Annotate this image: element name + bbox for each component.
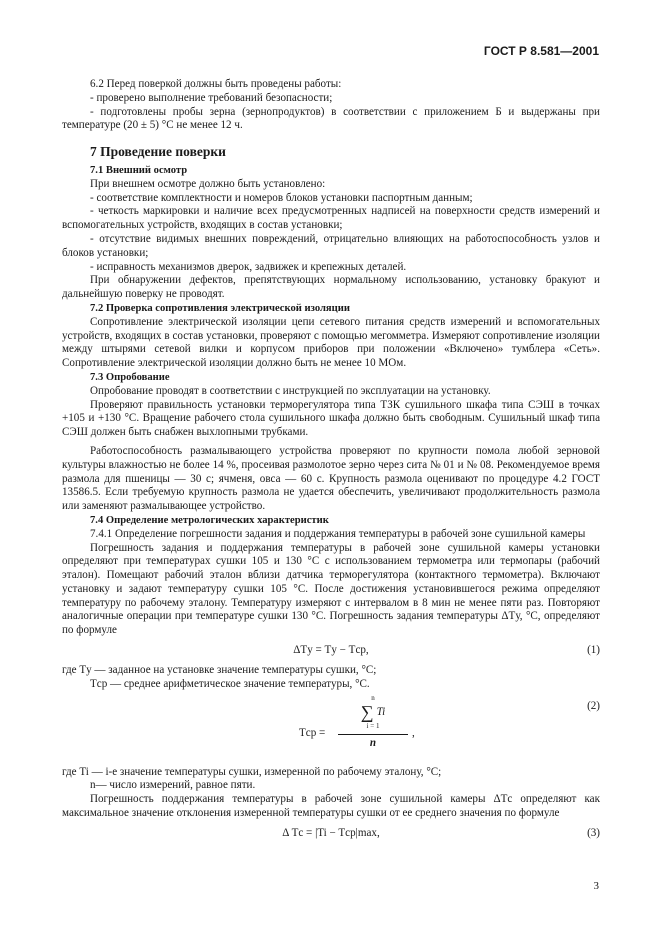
formula-lhs: Tср = bbox=[299, 726, 326, 739]
paragraph: Работоспособность размалывающего устройства проверяют по крупности помола любой зерновой культуры влажностью не более 14 %, просеивая размолотое зерно через сита № 01 и № 08. Рекомендуемое время размола для пшеницы — 30 с; ячменя, овса — 60 с. Крупность размола оценивают по процедуре 4.2 ГОСТ 13586.5. Если требуемую крупность размола не удается обеспечить, увеличивают продолжительность размола или заменяют размалывающее устройство. bbox=[62, 444, 600, 513]
sum-sign-icon: ∑ bbox=[360, 701, 374, 722]
formula-legend: где Ti — i-е значение температуры сушки, измеренной по рабочему эталону, °С; bbox=[62, 765, 442, 778]
fraction-denominator: n bbox=[369, 737, 377, 750]
sum-upper-limit: n bbox=[371, 693, 375, 702]
paragraph: При обнаружении дефектов, препятствующих нормальному использованию, установку бракуют и дальнейшую поверку не проводят. bbox=[62, 274, 600, 301]
subsection-heading: 7.3 Опробование bbox=[90, 371, 170, 383]
formula-legend: Tср — среднее арифметическое значение температуры, °С. bbox=[90, 677, 370, 690]
formula-legend: n— число измерений, равное пяти. bbox=[90, 779, 256, 792]
paragraph-6-2: 6.2 Перед поверкой должны быть проведены работы: bbox=[90, 78, 342, 90]
paragraph: Сопротивление электрической изоляции цепи сетевого питания средств измерений и вспомогательных устройств, входящих в состав установки, проверяют с помощью мегомметра. Измеряют сопротивление изоляции между штырями сетевой вилки и корпусом приборов при положении «Включено» тумблера «Сеть». Сопротивление электрической изоляции должно быть не менее 10 МОм. bbox=[62, 315, 600, 370]
sum-term: Ti bbox=[376, 705, 386, 718]
page-number: 3 bbox=[593, 880, 599, 892]
list-item: - отсутствие видимых внешних повреждений, отрицательно влияющих на работоспособность узлов и блоков установки; bbox=[62, 232, 600, 259]
formula-2 bbox=[62, 694, 600, 764]
paragraph: 7.4.1 Определение погрешности задания и поддержания температуры в рабочей зоне сушильной камеры bbox=[90, 527, 586, 540]
formula-number: (3) bbox=[587, 826, 600, 839]
paragraph: Погрешность задания и поддержания температуры в рабочей зоне сушильной камеры установки определяют при температурах сушки 105 и 130 °С с использованием термометра или термопары (рабочий эталон). Помещают рабочий эталон вблизи датчика терморегулятора (контактного термометра). Включают установку и задают температуру сушки 105 °С. После достижения установившегося режима определяют температуру по рабочему эталону. Температуру измеряют с интервалом в 8 мин не менее пяти раз. Повторяют аналогичные операции при температуре сушки 130 °С. Погрешность задания температуры ΔTу, °С, определяют по формуле bbox=[62, 541, 600, 637]
formula-3 bbox=[62, 821, 600, 847]
formula-comma: , bbox=[412, 726, 415, 739]
list-item: - соответствие комплектности и номеров блоков установки паспортным данным; bbox=[90, 191, 473, 204]
subsection-heading: 7.2 Проверка сопротивления электрической изоляции bbox=[90, 302, 350, 314]
formula-1 bbox=[62, 638, 600, 664]
list-item: - подготовлены пробы зерна (зернопродуктов) в соответствии с приложением Б и выдержаны при температуре (20 ± 5) °С не менее 12 ч. bbox=[62, 105, 600, 132]
fraction-bar bbox=[338, 734, 408, 735]
document-header: ГОСТ Р 8.581—2001 bbox=[483, 44, 599, 58]
formula-expression: Δ Tс = |Ti − Tср|max, bbox=[282, 826, 380, 839]
paragraph: Опробование проводят в соответствии с инструкцией по эксплуатации на установку. bbox=[90, 384, 491, 397]
formula-legend: где Tу — заданное на установке значение температуры сушки, °С; bbox=[62, 664, 377, 677]
paragraph: При внешнем осмотре должно быть установлено: bbox=[90, 177, 326, 190]
subsection-heading: 7.1 Внешний осмотр bbox=[90, 164, 188, 176]
list-item: - четкость маркировки и наличие всех предусмотренных надписей на поверхности средств измерений и вспомогательных устройств, входящих в состав установки; bbox=[62, 205, 600, 232]
subsection-heading: 7.4 Определение метрологических характеристик bbox=[90, 514, 329, 526]
list-item: - исправность механизмов дверок, задвижек и крепежных деталей. bbox=[90, 260, 407, 273]
sum-lower-limit: i = 1 bbox=[366, 722, 380, 731]
paragraph: Проверяют правильность установки терморегулятора типа ТЗК сушильного шкафа типа СЭШ в точках +105 и +130 °С. Вращение рабочего стола сушильного шкафа должно быть свободным. Сушильный шкаф типа СЭШ должен быть снабжен выхлопными трубками. bbox=[62, 398, 600, 439]
formula-fraction bbox=[338, 694, 408, 752]
paragraph: Погрешность поддержания температуры в рабочей зоне сушильной камеры ΔTс определяют как максимальное значение отклонения измеренной температуры сушки от ее среднего значения по формуле bbox=[62, 793, 600, 820]
formula-expression: ΔTу = Tу − Tср, bbox=[293, 644, 369, 657]
formula-number: (2) bbox=[587, 699, 600, 712]
document-body bbox=[62, 78, 600, 847]
section-heading: 7 Проведение поверки bbox=[90, 144, 226, 160]
formula-number: (1) bbox=[587, 644, 600, 657]
list-item: - проверено выполнение требований безопасности; bbox=[90, 91, 333, 104]
